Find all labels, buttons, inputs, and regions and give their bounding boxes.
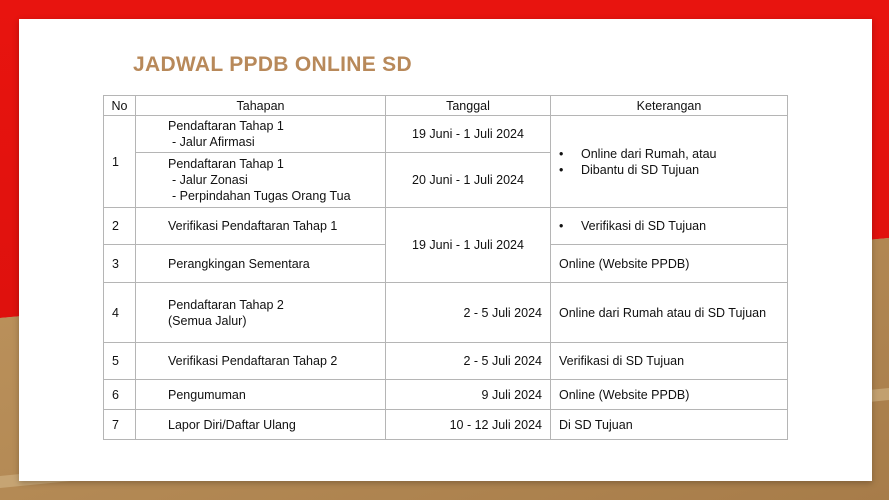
row-tanggal: 20 Juni - 1 Juli 2024 — [386, 153, 551, 208]
header-tanggal: Tanggal — [386, 96, 551, 116]
row-tanggal: 2 - 5 Juli 2024 — [386, 343, 551, 380]
row-no: 3 — [104, 245, 136, 283]
row-tanggal: 19 Juni - 1 Juli 2024 — [386, 208, 551, 283]
table-row — [104, 410, 788, 440]
row-keterangan: Verifikasi di SD Tujuan — [551, 343, 788, 380]
row-no: 5 — [104, 343, 136, 380]
table-row — [104, 380, 788, 410]
bullet-text: Online dari Rumah, atau — [581, 146, 717, 161]
bullet-text: Verifikasi di SD Tujuan — [581, 219, 707, 233]
row-no: 1 — [104, 116, 136, 208]
row-no: 7 — [104, 410, 136, 440]
row-no: 4 — [104, 283, 136, 343]
bullet-text: Dibantu di SD Tujuan — [581, 162, 700, 177]
tahapan-item: - Perpindahan Tugas Orang Tua — [172, 189, 351, 203]
table-row — [104, 116, 788, 153]
row-tahapan: Lapor Diri/Daftar Ulang — [136, 410, 386, 440]
row-tanggal: 10 - 12 Juli 2024 — [386, 410, 551, 440]
row-keterangan: Online (Website PPDB) — [551, 380, 788, 410]
row-tanggal: 19 Juni - 1 Juli 2024 — [386, 116, 551, 153]
row-no: 6 — [104, 380, 136, 410]
bullet-item — [559, 162, 787, 178]
row-tahapan — [136, 283, 386, 343]
schedule-table — [103, 95, 788, 440]
tahapan-item: - Jalur Zonasi — [172, 173, 248, 187]
table-row — [104, 283, 788, 343]
header-tahapan: Tahapan — [136, 96, 386, 116]
row-keterangan: Di SD Tujuan — [551, 410, 788, 440]
bullet-icon: • — [559, 146, 564, 161]
tahapan-line: (Semua Jalur) — [168, 313, 247, 328]
row-tahapan: Verifikasi Pendaftaran Tahap 2 — [136, 343, 386, 380]
table-row — [104, 208, 788, 245]
bullet-item — [559, 146, 787, 162]
row-keterangan — [551, 208, 788, 245]
tahapan-item: - Jalur Afirmasi — [172, 135, 255, 149]
tahapan-title: Pendaftaran Tahap 1 — [168, 119, 284, 133]
tahapan-line: Pendaftaran Tahap 2 — [168, 297, 284, 312]
header-no: No — [104, 96, 136, 116]
table-header-row — [104, 96, 788, 116]
row-keterangan: Online (Website PPDB) — [551, 245, 788, 283]
row-no: 2 — [104, 208, 136, 245]
row-tahapan — [136, 153, 386, 208]
row-keterangan — [551, 116, 788, 208]
page-title: JADWAL PPDB ONLINE SD — [133, 53, 412, 76]
tahapan-title: Pendaftaran Tahap 1 — [168, 157, 284, 171]
slide-card — [19, 19, 872, 481]
row-tahapan: Perangkingan Sementara — [136, 245, 386, 283]
header-keterangan: Keterangan — [551, 96, 788, 116]
row-tahapan: Verifikasi Pendaftaran Tahap 1 — [136, 208, 386, 245]
row-tahapan — [136, 116, 386, 153]
bullet-icon: • — [559, 219, 564, 233]
row-tanggal: 2 - 5 Juli 2024 — [386, 283, 551, 343]
row-keterangan: Online dari Rumah atau di SD Tujuan — [551, 283, 788, 343]
row-tahapan: Pengumuman — [136, 380, 386, 410]
row-tanggal: 9 Juli 2024 — [386, 380, 551, 410]
bullet-icon: • — [559, 162, 564, 177]
table-row — [104, 343, 788, 380]
bullet-item — [559, 218, 787, 234]
